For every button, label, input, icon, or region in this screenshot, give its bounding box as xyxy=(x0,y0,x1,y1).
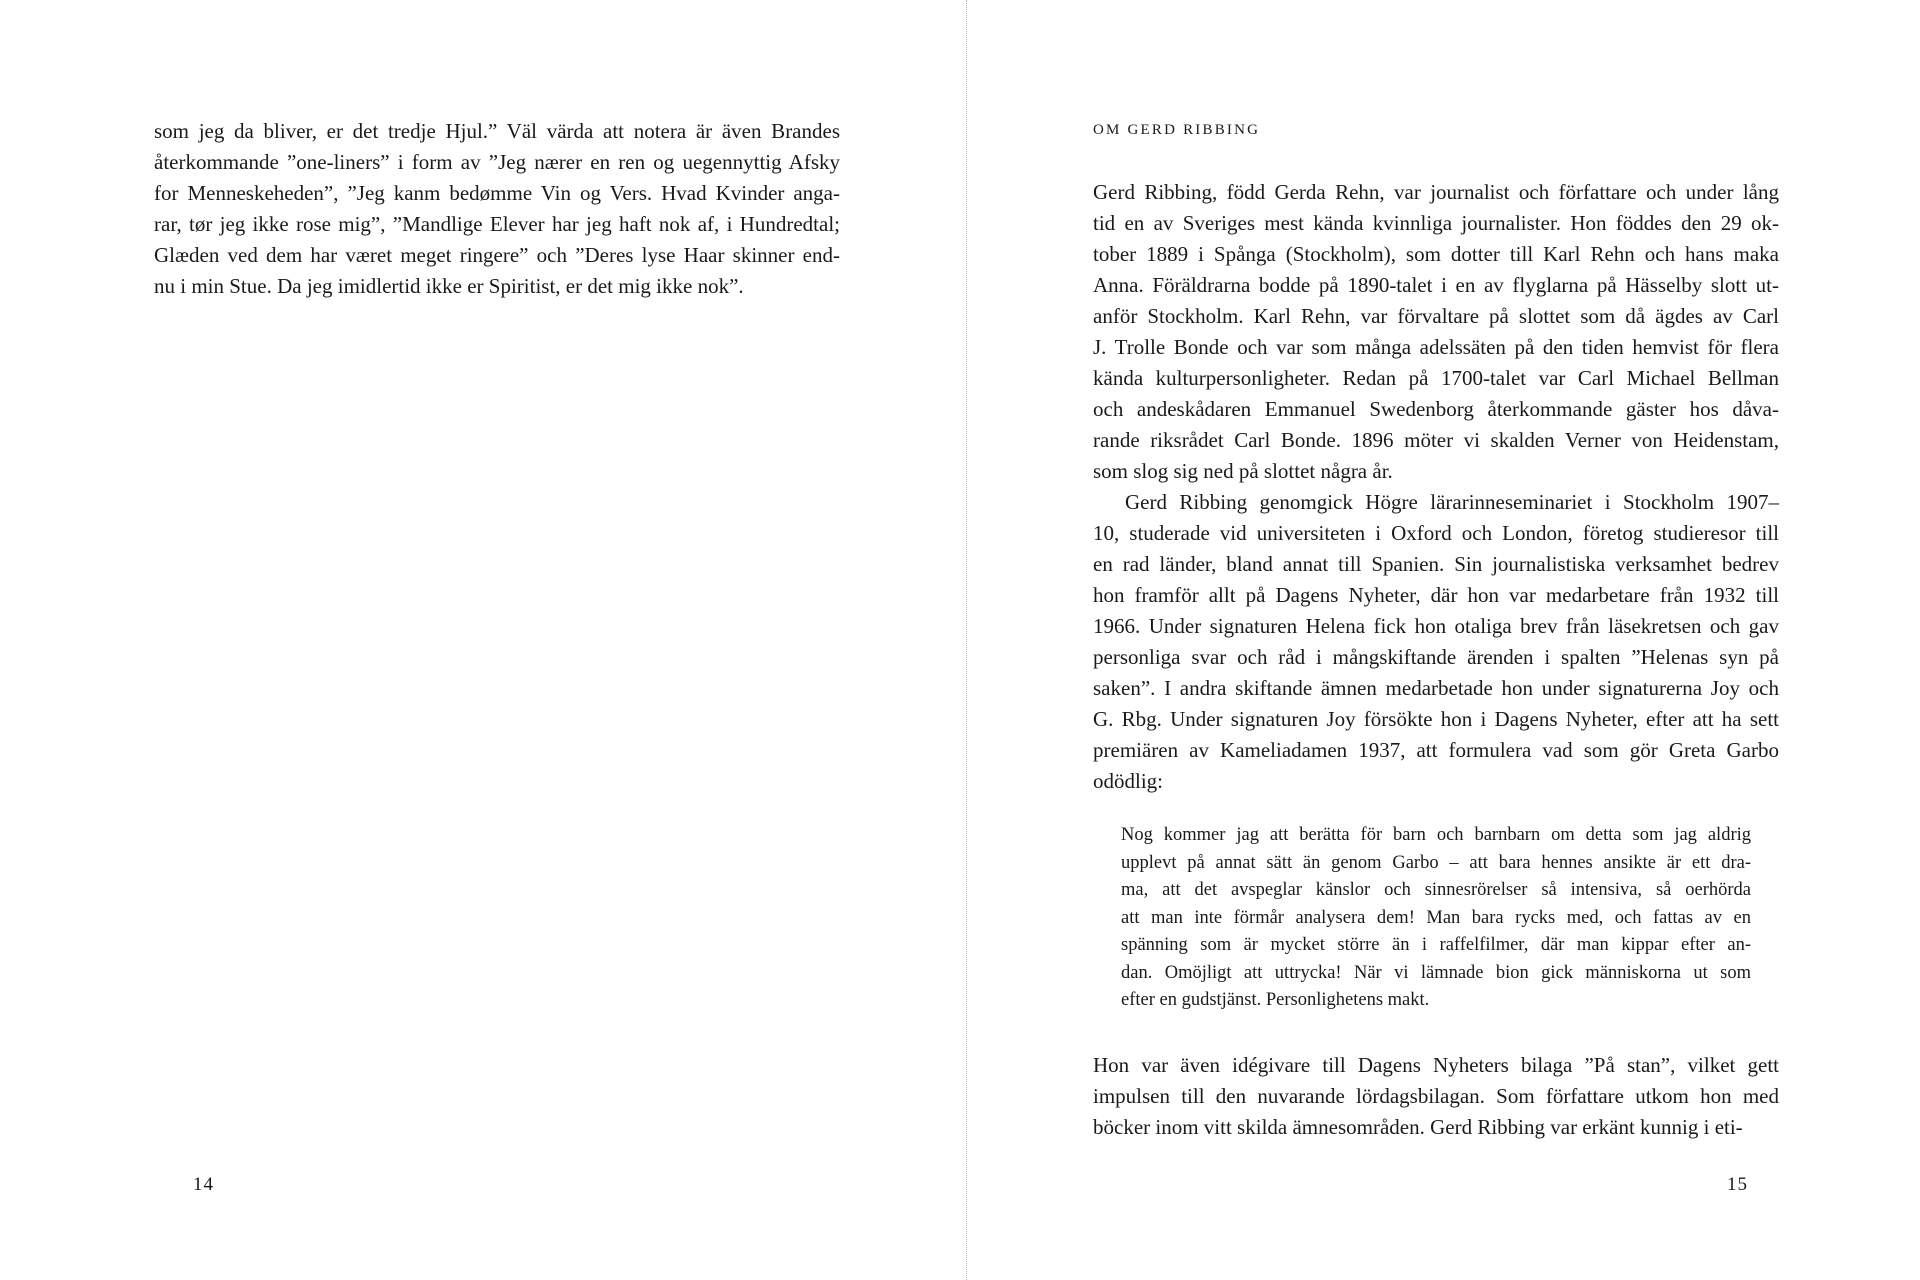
block-quote xyxy=(1121,822,1751,1015)
text-line: Gerd Ribbing, född Gerda Rehn, var journalist och författare och under lång xyxy=(1093,180,1779,204)
text-line: Gerd Ribbing genomgick Högre lärarinneseminariet i Stockholm 1907– xyxy=(1125,490,1779,514)
text-line: rar, tør jeg ikke rose mig”, ”Mandlige Elever har jeg haft nok af, i Hundredtal; xyxy=(154,212,840,236)
text-line: J. Trolle Bonde och var som många adelssäten på den tiden hemvist för flera xyxy=(1093,335,1779,359)
text-line: som jeg da bliver, er det tredje Hjul.” Väl värda att notera är även Brandes xyxy=(154,119,840,143)
text-line: for Menneskeheden”, ”Jeg kanm bedømme Vin og Vers. Hvad Kvinder anga- xyxy=(154,181,840,205)
text-line: spänning som är mycket större än i raffelfilmer, där man kippar efter an- xyxy=(1121,935,1751,955)
text-line: personliga svar och råd i mångskiftande ärenden i spalten ”Helenas syn på xyxy=(1093,645,1779,669)
text-line: rande riksrådet Carl Bonde. 1896 möter vi skalden Verner von Heidenstam, xyxy=(1093,428,1779,452)
running-head: OM GERD RIBBING xyxy=(1093,122,1261,138)
text-line: ma, att det avspeglar känslor och sinnesrörelser så intensiva, så oerhörda xyxy=(1121,880,1751,900)
text-line: Nog kommer jag att berätta för barn och barnbarn om detta som jag aldrig xyxy=(1121,825,1751,845)
paragraph-1 xyxy=(1093,177,1779,487)
right-page xyxy=(967,0,1920,1280)
right-body-text xyxy=(1093,177,1779,797)
text-line: premiären av Kameliadamen 1937, att formulera vad som gör Greta Garbo xyxy=(1093,738,1779,762)
text-line: 1966. Under signaturen Helena fick hon otaliga brev från läsekretsen och gav xyxy=(1093,614,1779,638)
text-line: tid en av Sveriges mest kända kvinnliga journalister. Hon föddes den 29 ok- xyxy=(1093,211,1779,235)
text-line: 10, studerade vid universiteten i Oxford och London, företog studieresor till xyxy=(1093,521,1779,545)
text-line: hon framför allt på Dagens Nyheter, där hon var medarbetare från 1932 till xyxy=(1093,583,1779,607)
text-line: dan. Omöjligt att uttrycka! När vi lämnade bion gick människorna ut som xyxy=(1121,962,1751,983)
text-line: saken”. I andra skiftande ämnen medarbetade hon under signaturerna Joy och xyxy=(1093,676,1779,700)
text-line: Hon var även idégivare till Dagens Nyheters bilaga ”På stan”, vilket gett xyxy=(1093,1053,1779,1077)
text-line: Glæden ved dem har været meget ringere” och ”Deres lyse Haar skinner end- xyxy=(154,243,840,267)
text-line: upplevt på annat sätt än genom Garbo – att bara hennes ansikte är ett dra- xyxy=(1121,852,1751,873)
text-line: tober 1889 i Spånga (Stockholm), som dotter till Karl Rehn och hans maka xyxy=(1093,242,1779,266)
paragraph-2 xyxy=(1093,487,1779,797)
text-line: odödlig: xyxy=(1093,769,1164,793)
text-line: anför Stockholm. Karl Rehn, var förvaltare på slottet som då ägdes av Carl xyxy=(1093,304,1779,328)
left-paragraph xyxy=(154,116,840,302)
right-body-text-continued xyxy=(1093,1050,1779,1143)
text-line: kända kulturpersonligheter. Redan på 1700-talet var Carl Michael Bellman xyxy=(1093,366,1779,390)
text-line: som slog sig ned på slottet några år. xyxy=(1093,459,1393,483)
text-line: efter en gudstjänst. Personlighetens makt. xyxy=(1121,990,1430,1010)
text-line: böcker inom vitt skilda ämnesområden. Gerd Ribbing var erkänt kunnig i eti- xyxy=(1093,1115,1743,1139)
text-line: att man inte förmår analysera dem! Man bara rycks med, och fattas av en xyxy=(1121,907,1751,928)
text-line: och andeskådaren Emmanuel Swedenborg återkommande gäster hos dåva- xyxy=(1093,397,1779,421)
right-page-number: 15 xyxy=(1727,1174,1748,1195)
text-line: G. Rbg. Under signaturen Joy försökte hon i Dagens Nyheter, efter att ha sett xyxy=(1093,707,1779,731)
text-line: impulsen till den nuvarande lördagsbilagan. Som författare utkom hon med xyxy=(1093,1084,1779,1108)
text-line: återkommande ”one-liners” i form av ”Jeg nærer en ren og uegennyttig Afsky xyxy=(154,150,840,174)
left-body-text xyxy=(154,116,840,302)
text-line: Anna. Föräldrarna bodde på 1890-talet i en av flyglarna på Hässelby slott ut- xyxy=(1093,273,1779,297)
text-line: en rad länder, bland annat till Spanien. Sin journalistiska verksamhet bedrev xyxy=(1093,552,1779,576)
left-page-number: 14 xyxy=(193,1174,214,1195)
text-line: nu i min Stue. Da jeg imidlertid ikke er Spiritist, er det mig ikke nok”. xyxy=(154,274,744,298)
paragraph-3 xyxy=(1093,1050,1779,1143)
